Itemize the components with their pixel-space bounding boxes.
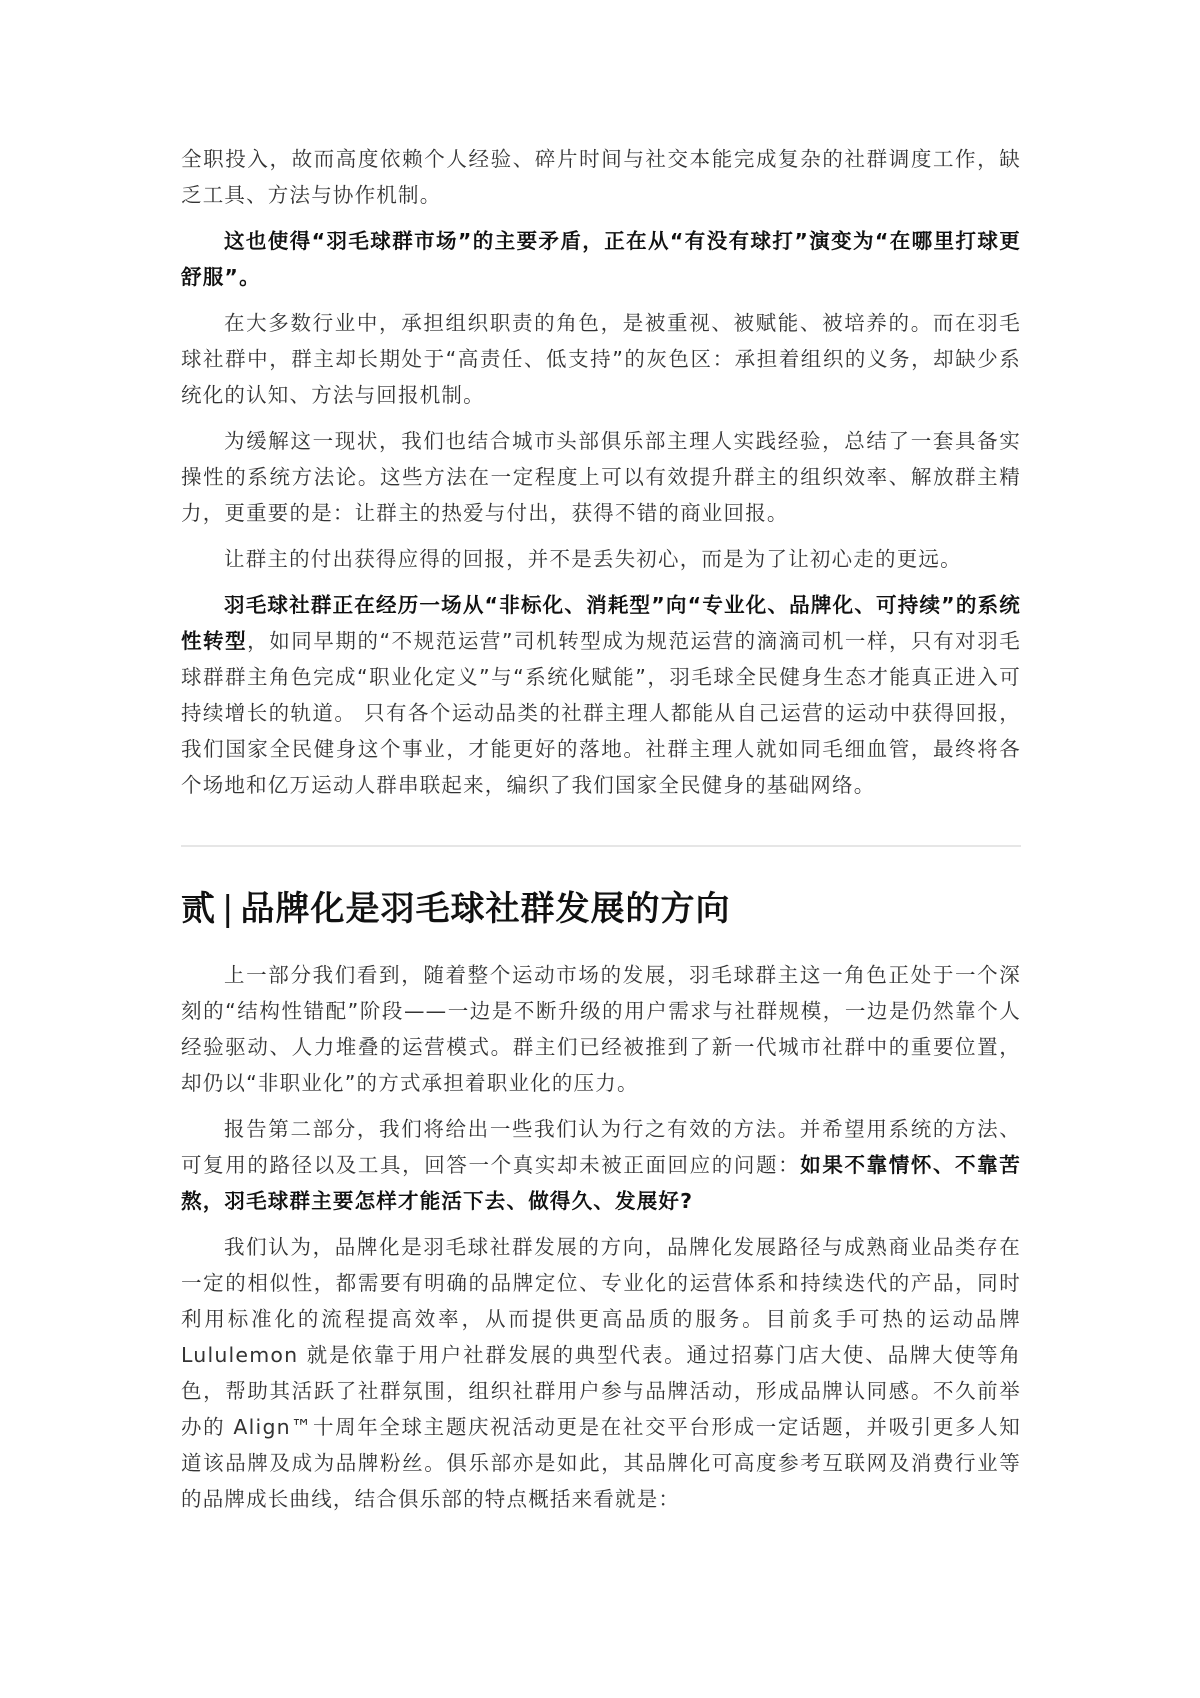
paragraph-original-intention: 让群主的付出获得应得的回报，并不是丢失初心，而是为了让初心走的更远。 (224, 547, 962, 571)
bold-transformation-statement: 羽毛球社群正在经历一场从“非标化、消耗型”向“专业化、品牌化、可持续”的系统性转型 (181, 593, 1021, 653)
paragraph-group-owner-role: 在大多数行业中，承担组织职责的角色，是被重视、被赋能、被培养的。而在羽毛球社群中，群主却长期处于“高责任、低支持”的灰色区：承担着组织的义务，却缺少系统化的认知、方法与回报机制。 (181, 311, 1021, 407)
bold-key-question: 如果不靠情怀、不靠苦熬，羽毛球群主要怎样才能活下去、做得久、发展好? (181, 1153, 1021, 1213)
section-number: 贰 (181, 889, 216, 929)
document-page (181, 141, 1021, 1527)
heading-separator: | (222, 889, 235, 929)
transformation-detail: ，如同早期的“不规范运营”司机转型成为规范运营的滴滴司机一样，只有对羽毛球群群主角色完成“职业化定义”与“系统化赋能”，羽毛球全民健身生态才能真正进入可持续增长的轨道。 只有各个运动品类的社群主理人都能从自己运营的运动中获得回报，我们国家全民健身这个事业，才能更好的落地。社群主理人就如同毛细血管，最终将各个场地和亿万运动人群串联起来，编织了我们国家全民健身的基础网络。 (181, 629, 1021, 797)
report-intro: 报告第二部分，我们将给出一些我们认为行之有效的方法。并希望用系统的方法、可复用的路径以及工具，回答一个真实却未被正面回应的问题： (181, 1117, 1021, 1177)
section-title: 品牌化是羽毛球社群发展的方向 (240, 889, 731, 929)
paragraph-structural-mismatch: 上一部分我们看到，随着整个运动市场的发展，羽毛球群主这一角色正处于一个深刻的“结构性错配”阶段——一边是不断升级的用户需求与社群规模，一边是仍然靠个人经验驱动、人力堆叠的运营模式。群主们已经被推到了新一代城市社群中的重要位置，却仍以“非职业化”的方式承担着职业化的压力。 (181, 963, 1021, 1095)
paragraph-key-contradiction: 这也使得“羽毛球群市场”的主要矛盾，正在从“有没有球打”演变为“在哪里打球更舒服”。 (181, 229, 1021, 289)
paragraph-systematic-transformation (181, 587, 1021, 803)
paragraph-continuation: 全职投入，故而高度依赖个人经验、碎片时间与社交本能完成复杂的社群调度工作，缺乏工具、方法与协作机制。 (181, 147, 1021, 207)
paragraph-report-part-two (181, 1111, 1021, 1219)
paragraph-branding-direction: 我们认为，品牌化是羽毛球社群发展的方向，品牌化发展路径与成熟商业品类存在一定的相似性，都需要有明确的品牌定位、专业化的运营体系和持续迭代的产品，同时利用标准化的流程提高效率，从而提供更高品质的服务。目前炙手可热的运动品牌 Lululemon 就是依靠于用户社群发展的典型代表。通过招募门店大使、品牌大使等角色，帮助其活跃了社群氛围，组织社群用户参与品牌活动，形成品牌认同感。不久前举办的 Align™十周年全球主题庆祝活动更是在社交平台形成一定话题，并吸引更多人知道该品牌及成为品牌粉丝。俱乐部亦是如此，其品牌化可高度参考互联网及消费行业等的品牌成长曲线，结合俱乐部的特点概括来看就是： (181, 1235, 1021, 1511)
section-heading (181, 885, 1021, 933)
paragraph-methodology: 为缓解这一现状，我们也结合城市头部俱乐部主理人实践经验，总结了一套具备实操性的系统方法论。这些方法在一定程度上可以有效提升群主的组织效率、解放群主精力，更重要的是：让群主的热爱与付出，获得不错的商业回报。 (181, 429, 1021, 525)
section-divider (181, 845, 1021, 847)
